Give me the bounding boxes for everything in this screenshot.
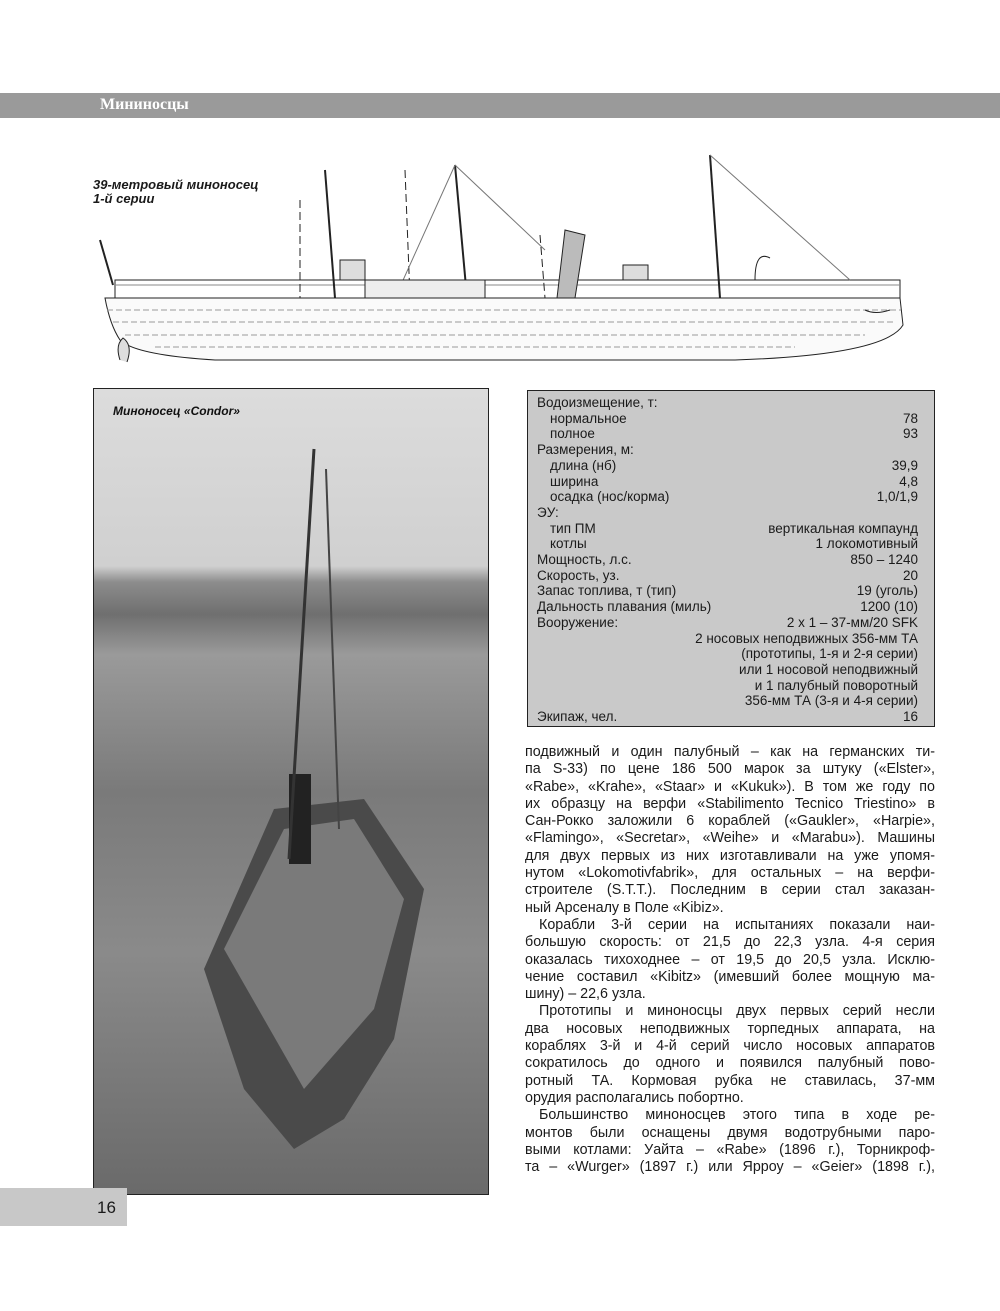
text-line: кораблях 3-й и 4-й серий число носовых аппаратов (525, 1038, 935, 1055)
spec-row (537, 442, 918, 458)
spec-row (537, 583, 918, 599)
text-line: «Rabe», «Krahe», «Staar» и «Kukuk»). В том же году по (525, 778, 935, 795)
text-line: подвижный и один палубный – как на германских ти- (525, 744, 935, 760)
spec-value: 850 – 1240 (850, 552, 918, 568)
text-line: оказалась тихоходнее – от 19,5 до 20,5 узла. Исклю- (525, 951, 935, 968)
spec-value: или 1 носовой неподвижный (739, 661, 918, 677)
text-line: шину) – 22,6 узла. (525, 986, 646, 1003)
text-line: их образцу на верфи «Stabilimento Tecnico Triestino» в (525, 795, 935, 812)
text-line: ный Арсеналу в Поле «Kibiz». (525, 899, 724, 916)
spec-label: полное (550, 426, 595, 442)
text-line: для двух первых из них изготавливали на уже упомя- (525, 847, 935, 864)
spec-label: Размерения, м: (537, 442, 634, 458)
text-line: «Flamingo», «Secretar», «Weihe» и «Marabu»). Машины (525, 830, 935, 847)
spec-label: Экипаж, чел. (537, 709, 618, 725)
body-text (525, 744, 935, 1176)
text-line: строителе (S.T.T.). Последним в серии стал заказан- (525, 882, 935, 899)
spec-row (537, 709, 918, 725)
spec-row (537, 536, 918, 552)
spec-value: 1200 (10) (860, 599, 918, 615)
ship-photo-illustration (94, 389, 489, 1195)
spec-label: ширина (550, 473, 599, 489)
spec-label: нормальное (550, 410, 627, 426)
spec-value: 20 (902, 567, 918, 583)
spec-row (537, 646, 918, 662)
spec-label: Запас топлива, т (тип) (537, 583, 677, 599)
drawing-caption-line: 39-метровый миноносец (93, 177, 259, 192)
text-line: большую скорость: от 21,5 до 22,3 узла. 4-я серия (525, 934, 935, 951)
photo-caption: Миноносец «Condor» (113, 404, 240, 418)
spec-value: 39,9 (891, 457, 918, 473)
spec-value: 356-мм ТА (3-я и 4-я серии) (744, 693, 918, 709)
spec-row (537, 552, 918, 568)
spec-label: осадка (нос/корма) (550, 489, 670, 505)
spec-row (537, 395, 918, 411)
text-line: сократилось до одного и появился палубный пово- (525, 1055, 935, 1072)
text-line: монтов были оснащены двумя водотрубными паро- (525, 1124, 935, 1141)
spec-row (537, 615, 918, 631)
spec-row (537, 489, 918, 505)
text-line: Сан-Рокко заложили 6 кораблей («Gaukler», «Harpie», (525, 813, 935, 830)
spec-value: 16 (902, 709, 918, 725)
photo-torpedo-boat-condor (93, 388, 489, 1195)
spec-value: 93 (902, 426, 918, 442)
specifications-table (527, 390, 935, 727)
spec-row (537, 411, 918, 427)
section-title: Мининосцы (100, 96, 189, 113)
spec-value: 4,8 (899, 473, 918, 489)
spec-row (537, 521, 918, 537)
text-line: па S-33) по цене 186 500 марок за штуку («Elster», (525, 761, 935, 778)
spec-label: Водоизмещение, т: (537, 395, 658, 410)
text-line: ротный ТА. Кормовая рубка не ставилась, 37-мм (525, 1072, 935, 1089)
spec-label: Скорость, уз. (537, 567, 620, 583)
spec-row (537, 458, 918, 474)
spec-row (537, 426, 918, 442)
spec-row (537, 678, 918, 694)
spec-value: вертикальная компаунд (768, 520, 918, 536)
spec-value: и 1 палубный поворотный (754, 677, 918, 693)
spec-value: 2 носовых неподвижных 356-мм ТА (695, 630, 918, 646)
spec-label: Дальность плавания (миль) (537, 599, 712, 615)
spec-row (537, 693, 918, 709)
spec-value: (прототипы, 1-я и 2-я серии) (741, 646, 918, 662)
ship-profile-drawing (95, 150, 910, 370)
drawing-caption-line: 1-й серии (93, 191, 155, 206)
text-line: нутом «Lokomotivfabrik», для остальных – на верфи- (525, 865, 935, 882)
spec-label: Вооружение: (537, 614, 619, 630)
spec-label: длина (нб) (550, 457, 617, 473)
spec-value: 2 x 1 – 37-мм/20 SFK (786, 614, 918, 630)
spec-row (537, 662, 918, 678)
text-line: чение составил «Kibitz» (имевший более мощную ма- (525, 968, 935, 985)
spec-row (537, 568, 918, 584)
text-line: та – «Wurger» (1897 г.) или Ярроу – «Geier» (1898 г.), (525, 1159, 935, 1176)
spec-row (537, 505, 918, 521)
text-line: Большинство миноносцев этого типа в ходе ре- (539, 1107, 935, 1124)
spec-label: ЭУ: (537, 504, 559, 520)
spec-value: 1,0/1,9 (876, 489, 918, 505)
text-line: Корабли 3-й серии на испытаниях показали наи- (539, 916, 935, 933)
text-line: орудия располагались побортно. (525, 1089, 744, 1106)
text-line: Прототипы и миноносцы двух первых серий несли (539, 1003, 935, 1020)
spec-label: тип ПМ (550, 520, 596, 536)
spec-value: 19 (уголь) (856, 583, 918, 599)
spec-value: 1 локомотивный (815, 536, 918, 552)
text-line: выми котлами: Уайта – «Rabe» (1896 г.), Торникроф- (525, 1141, 935, 1158)
spec-row (537, 631, 918, 647)
spec-row (537, 599, 918, 615)
page-number: 16 (97, 1198, 116, 1217)
spec-value: 78 (902, 410, 918, 426)
spec-label: котлы (550, 536, 587, 552)
spec-row (537, 474, 918, 490)
text-line: два носовых неподвижных торпедных аппарата, на (525, 1020, 935, 1037)
spec-label: Мощность, л.с. (537, 552, 632, 568)
